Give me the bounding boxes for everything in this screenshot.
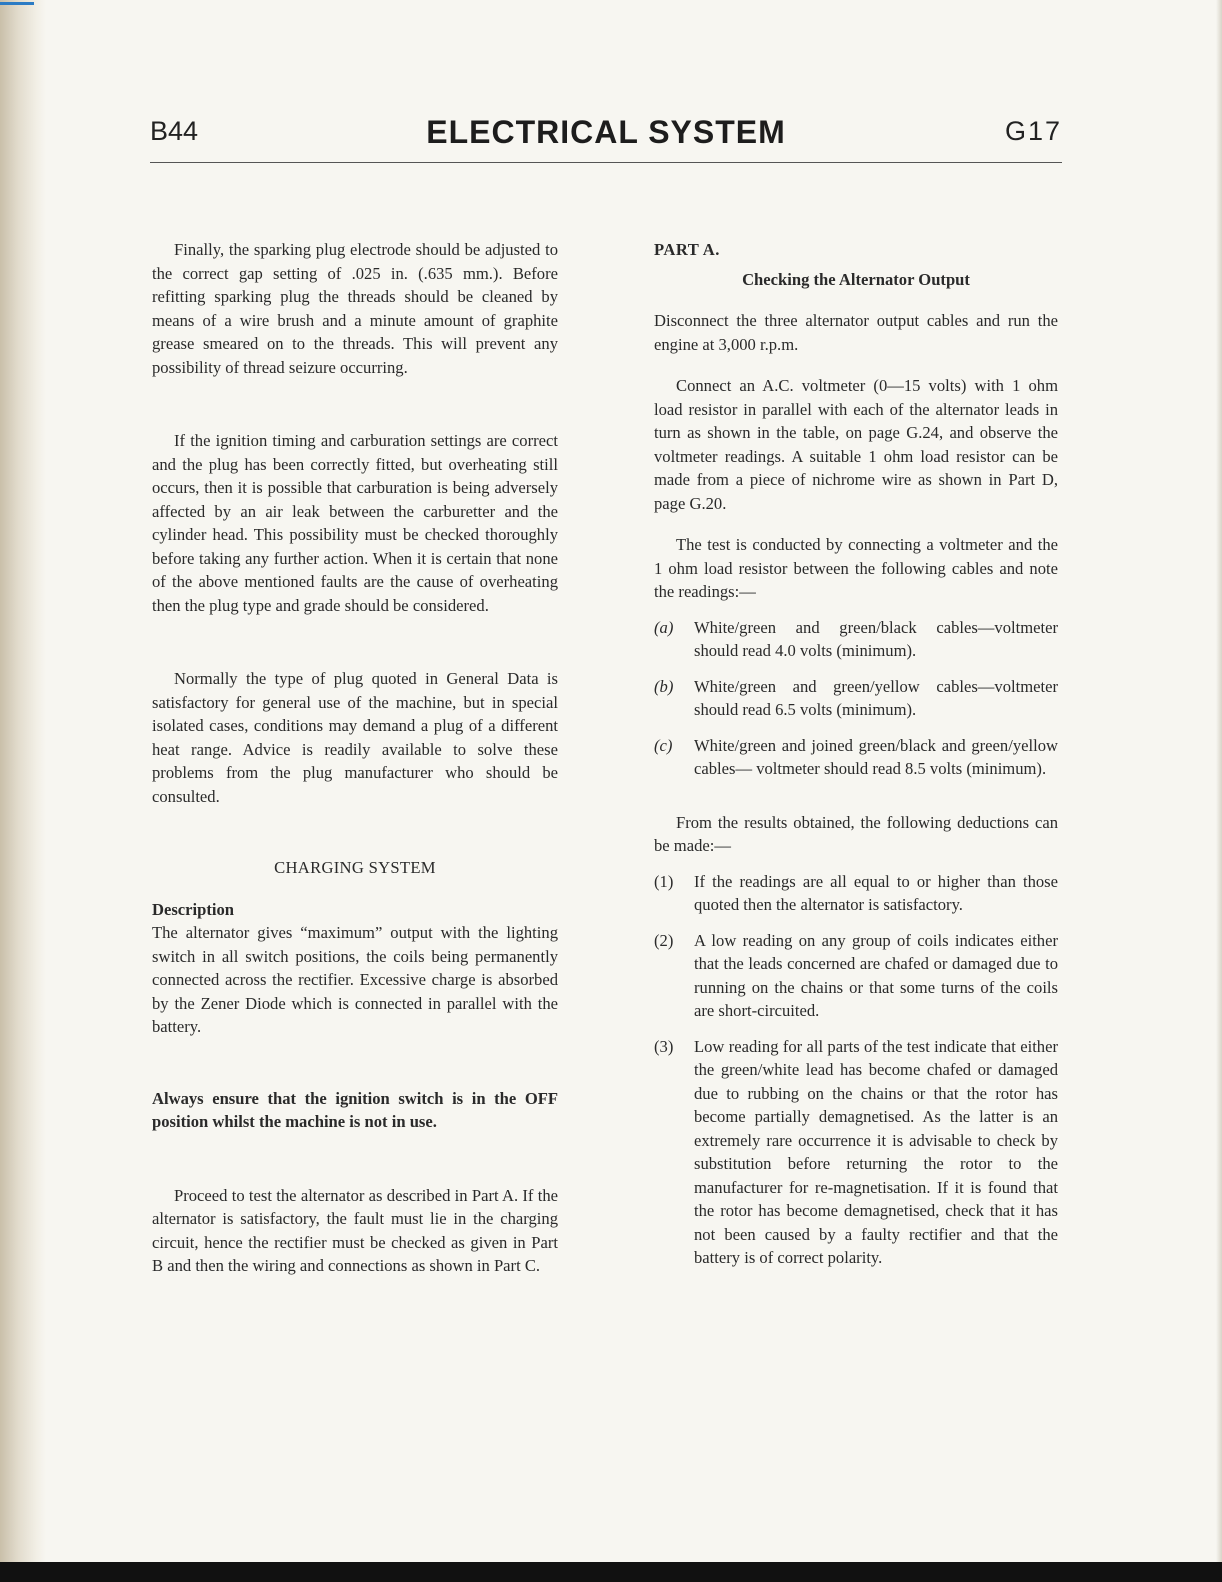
paragraph-test-procedure: Proceed to test the alternator as described in Part A. If the alternator is satisfactory, the fault must lie in the charging circuit, hence the rectifier must be checked as given in Part B and then the wiring and connections as shown in Part C. (152, 1185, 558, 1275)
paragraph-plug-type: Normally the type of plug quoted in General Data is satisfactory for general use of the machine, but in special isolated cases, conditions may demand a plug of a different heat range. Advice is readily available to solve these problems from the plug manufacturer who should be consulted. (152, 669, 558, 806)
page-header (150, 112, 1062, 162)
paragraph-connect-voltmeter: Connect an A.C. voltmeter (0—15 volts) with 1 ohm load resistor in parallel with each of the alternator leads in turn as shown in the table, on page G.24, and observe the voltmeter readings. A suitable 1 ohm load resistor can be made from a piece of nichrome wire as shown in Part D, page G.20. (654, 376, 1058, 513)
paragraph-plug-gap: Finally, the sparking plug electrode should be adjusted to the correct gap setting of .025 in. (.635 mm.). Before refitting sparking plug the threads should be cleaned by means of a wire brush and a minute amount of graphite grease smeared on to the threads. This will prevent any possibility of thread seizure occurring. (152, 240, 558, 377)
list-item-label: (b) (654, 676, 674, 696)
list-item (654, 616, 1058, 663)
warning-ignition-switch: Always ensure that the ignition switch is in the OFF position whilst the machine is not in use. (152, 1088, 558, 1131)
header-rule (150, 162, 1062, 163)
list-item-text: White/green and green/yellow cables—voltmeter should read 6.5 volts (minimum). (694, 676, 1058, 719)
right-column (654, 238, 1058, 1270)
list-item-label: (2) (654, 930, 674, 950)
paragraph-test-conducted: The test is conducted by connecting a voltmeter and the 1 ohm load resistor between the following cables and note the readings:— (654, 535, 1058, 601)
page-binding-shadow (0, 0, 46, 1582)
part-a-subheading: Checking the Alternator Output (742, 269, 970, 289)
list-item-text: White/green and joined green/black and green/yellow cables— voltmeter should read 8.5 volts (minimum). (694, 735, 1058, 778)
paragraph-disconnect-cables: Disconnect the three alternator output cables and run the engine at 3,000 r.p.m. (654, 311, 1058, 354)
part-a-heading: PART A. (654, 240, 720, 259)
list-item (654, 870, 1058, 917)
list-item-label: (c) (654, 735, 673, 755)
paragraph-overheating: If the ignition timing and carburation settings are correct and the plug has been correctly fitted, but overheating still occurs, then it is possible that carburation is being adversely affected by an air leak between the carburetter and the cylinder head. This possibility must be checked thoroughly before taking any further action. When it is certain that none of the above mentioned faults are the cause of overheating then the plug type and grade should be considered. (152, 431, 558, 615)
list-item-text: If the readings are all equal to or higher than those quoted then the alternator is satisfactory. (694, 871, 1058, 914)
list-item-label: (1) (654, 871, 674, 891)
list-item (654, 675, 1058, 722)
list-item-text: White/green and green/black cables—voltmeter should read 4.0 volts (minimum). (694, 617, 1058, 660)
description-heading: Description (152, 899, 235, 919)
list-item-label: (3) (654, 1036, 674, 1056)
list-item (654, 1035, 1058, 1270)
paragraph-alternator-description: The alternator gives “maximum” output with the lighting switch in all switch positions, the coils being permanently connected across the rectifier. Excessive charge is absorbed by the Zener Diode which is connected in parallel with the battery. (152, 923, 558, 1036)
left-column (152, 238, 558, 1278)
list-item-text: A low reading on any group of coils indicates either that the leads concerned are chafed or damaged due to running on the chains or that some turns of the coils are short-circuited. (694, 930, 1058, 1020)
paragraph-deductions: From the results obtained, the following deductions can be made:— (654, 812, 1058, 855)
page-title: ELECTRICAL SYSTEM (426, 114, 786, 150)
corner-scan-mark (0, 2, 34, 5)
section-title-charging-system: CHARGING SYSTEM (274, 858, 436, 877)
scan-bottom-border (0, 1562, 1222, 1582)
list-item-text: Low reading for all parts of the test indicate that either the green/white lead has become chafed or damaged due to rubbing on the chains or that the rotor has become partially demagnetised. As the latter is an extremely rare occurrence it is advisable to check by substitution before returning the rotor to the manufacturer for re-magnetisation. If it is found that the rotor has become demagnetised, check that it has not been caused by a faulty rectifier and that the battery is of correct polarity. (694, 1036, 1058, 1267)
list-item (654, 734, 1058, 781)
page-right-edge (1216, 0, 1222, 1582)
header-page-code: B44 (150, 116, 199, 146)
list-item (654, 929, 1058, 1023)
list-item-label: (a) (654, 617, 674, 637)
header-page-number: G17 (1004, 116, 1062, 146)
